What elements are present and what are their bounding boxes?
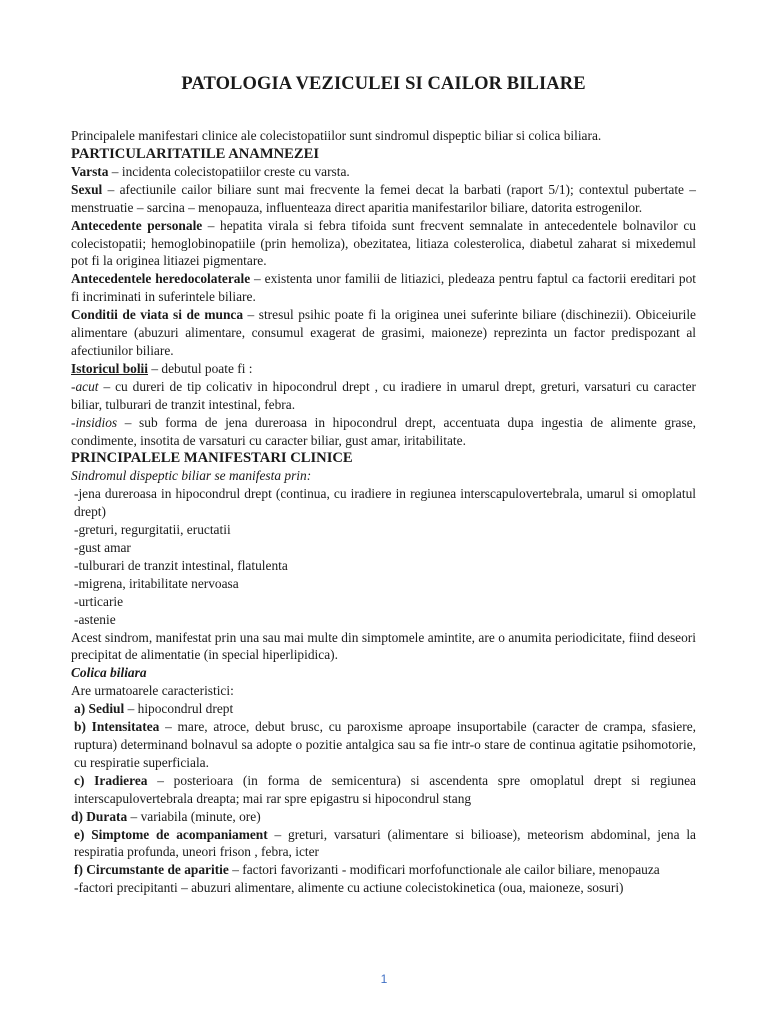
intro-paragraph: Principalele manifestari clinice ale colecistopatiilor sunt sindromul dispeptic biliar si colica biliara. [71, 128, 602, 143]
symptom-list [71, 485, 696, 628]
list-item: -gust amar [74, 540, 131, 556]
document-body [71, 127, 696, 897]
paragraph-antecedente-heredocolaterale: Antecedentele heredocolaterale – existenta unor familii de litiazici, pledeaza pentru faptul ca factorii ereditari pot fi incriminati in suferintele biliare. [71, 271, 696, 305]
paragraph-varsta: Varsta – incidenta colecistopatiilor creste cu varsta. [71, 163, 350, 179]
paragraph-conditii-viata: Conditii de viata si de munca – stresul psihic poate fi la originea unei suferinte biliare (dischinezii). Obiceiurile alimentare (abuzuri alimentare, consumul exagerat de grasimi, maioneze) reprezinta un factor predispozant al afectiunilor biliare. [71, 307, 696, 358]
paragraph-istoric: Istoricul bolii – debutul poate fi : [71, 360, 253, 376]
item-sediul: a) Sediul – hipocondrul drept [74, 701, 234, 717]
list-item: -jena dureroasa in hipocondrul drept (continua, cu iradiere in regiunea interscapulovertebrala, umarul si omoplatul drept) [74, 486, 696, 520]
item-factori-precipitanti: -factori precipitanti – abuzuri alimentare, alimente cu actiune colecistokinetica (oua, maioneze, sosuri) [74, 880, 624, 896]
paragraph-antecedente-personale: Antecedente personale – hepatita virala si febra tifoida sunt frecvent semnalate in antecedentele bolnavilor cu colecistopatii; hemoglobinopatiile (prin hemoliza), obezitatea, litiaza colesterolica, diabetul zaharat si mixedemul pot fi la originea litiazei pigmentare. [71, 217, 696, 269]
paragraph-debut-insidios: -insidios – sub forma de jena dureroasa in hipocondrul drept, accentuata dupa ingestia de alimente grase, condimente, insotita de varsaturi cu caracter biliar, gust amar, iritabilitate. [71, 414, 696, 448]
section-heading-manifestari: PRINCIPALELE MANIFESTARI CLINICE [71, 450, 353, 467]
item-circumstante: f) Circumstante de aparitie – factori favorizanti - modificari morfofunctionale ale cailor biliare, menopauza [74, 862, 660, 878]
page-number: 1 [380, 972, 388, 986]
paragraph-debut-acut: -acut – cu dureri de tip colicativ in hipocondrul drept , cu iradiere in umarul drept, greturi, varsaturi cu caracter biliar, tulburari de tranzit intestinal, febra. [71, 378, 696, 412]
list-item: -greturi, regurgitatii, eructatii [74, 522, 231, 538]
section-heading-anamneza: PARTICULARITATILE ANAMNEZEI [71, 145, 320, 162]
sindrom-concluzie: Acest sindrom, manifestat prin una sau mai multe din simptomele amintite, are o anumita periodicitate, fiind deseori precipitat de alimentatie (in special hiperlipidica). [71, 629, 696, 663]
paragraph-sexul: Sexul – afectiunile cailor biliare sunt mai frecvente la femei decat la barbati (raport 5/1); contextul pubertate – menstruatie – sarcina – menopauza, influenteaza direct aparitia manifestarilor biliare, datorita estrogenilor. [71, 181, 696, 215]
item-intensitatea: b) Intensitatea – mare, atroce, debut brusc, cu paroxisme aproape insuportabile (caracter de crampa, sfasiere, ruptura) determinand bolnavul sa adopte o pozitie antalgica sau sa fie intr-o stare de continua agitatie psihomotorie, cu respiratie superficiala. [74, 719, 696, 770]
list-item: -migrena, iritabilitate nervoasa [74, 575, 239, 591]
item-iradierea: c) Iradierea – posterioara (in forma de semicentura) si ascendenta spre omoplatul drept si regiunea interscapulovertebrala dreapta; mai rar spre epigastru si hipocondrul stang [74, 772, 696, 806]
colica-intro: Are urmatoarele caracteristici: [71, 683, 234, 699]
sindrom-intro: Sindromul dispeptic biliar se manifesta prin: [71, 468, 312, 484]
list-item: -tulburari de tranzit intestinal, flatulenta [74, 557, 288, 573]
document-title: PATOLOGIA VEZICULEI SI CAILOR BILIARE [181, 74, 586, 94]
item-durata: d) Durata – variabila (minute, ore) [71, 808, 261, 824]
list-item: -astenie [74, 611, 116, 627]
colica-heading: Colica biliara [71, 665, 147, 681]
item-simptome-acompaniament: e) Simptome de acompaniament – greturi, varsaturi (alimentare si bilioase), meteorism abdominal, jena la respiratia profunda, uneori frison , febra, icter [74, 826, 697, 860]
list-item: -urticarie [74, 593, 124, 609]
